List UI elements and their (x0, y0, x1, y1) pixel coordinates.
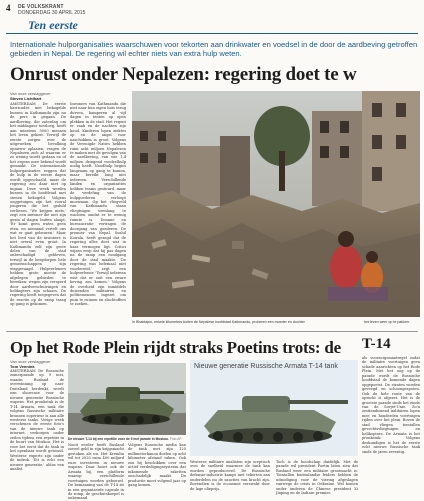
issue-date: DONDERDAG 30 APRIL 2015 (18, 10, 86, 16)
tank-photo-credit: Foto AP (169, 437, 182, 441)
right-column: als voorzorgsmaatregel zodat de militaire voertuigen geen schade aanrichten op het Rode Plein. Met het oog op de parade wordt de Russische hoofdstad de komende dagen opgepoetst. De straten worden geveegd en schoongespoten. Ook de hele route van de optocht is afgezet. Het is de grootste parade sinds het einde van de Sovjet-Unie. Zo'n zestienduizend militairen lopen mee en honderden voertuigen rijden over het plein. Boven de stad vliegen tientallen gevechtsvliegtuigen en helikopters. De Armata is het pronkstuk. Volgens deskundigen is het de eerste echt nieuwe Russische tank sinds de jaren zeventig. (362, 356, 420, 454)
earthquake-photo (132, 91, 420, 317)
byline-2 (10, 359, 64, 369)
intro-text: Internationale hulporganisaties waarschuwen voor tekorten aan drinkwater en voedsel in de door de aardbeving getroffen gebieden in Nepal. De regering wil echter niets van extra hulp weten. (10, 40, 418, 59)
tank-photo (68, 363, 186, 435)
tank-photo-caption-text: De nieuwe T-14 bij een repetitie voor de 9 mei parade in Moskou. (68, 437, 169, 441)
headline-2: Op het Rode Plein rijdt straks Poetins trots: de (10, 338, 342, 357)
byline-name: Steven Lichthart (10, 96, 42, 101)
article2-column-2: Nooit eerder heeft Rusland zoveel geld in zijn krijgsmacht gestoken als nu. Het Kremlin wil tot 2020 ruim 400 miljard euro investeren in nieuwe wapens. Daar hoort ook de Armata bij, een platform waarop verschillende voertuigen worden gebouwd. De bemanning van de T-14 zit in een gepantserde capsule in de romp, de geschutskoepel is onbemand. (68, 443, 124, 501)
article-column-1: AMSTERDAM De eerste barricades met bekogelde bussen in Kathmandu zijn nu de pers in gegaan. De aardbeving, die zaterdag om het middaguur toesloeg, heeft aan minstens 5000 mensen het leven gekost. Terwijl de eerste zorgen over de uitgeweken bevolking opnieuw oplaaien, vragen de Nepalezen zich af waarom er zo weinig wordt gedaan en of het ergens mee bekend wordt gemaakt. De internationale hulporganisaties zeggen dat de hulp in de eerste dagen wordt opgeschaald, maar de regering zou daar niet op ingaan. Deze week werden bussen in de hoofdstad met stenen bekogeld. Volgens ooggetuigen zijn het vooral jongeren die het geduld verliezen. 'We krijgen niets,' zegt een inwoner die met zijn gezin al dagen buiten slaapt. 'Er komt geen water, geen eten, en niemand vertelt ons wat er gaat gebeuren.' Maar het leed van de inwoners is niet overal even groot. In Kathmandu zelf zijn grote delen van de stad onbeschadigd gebleven, terwijl in de bergdorpen hele gemeenschappen zijn weggevaagd. Hulpverleners hebben grote moeite de afgelegen gebieden te bereiken: wegen zijn versperd door aardverschuivingen en helikopters zijn schaars. De regering heeft toegegeven dat de reactie op de ramp traag op gang is gekomen. (10, 102, 66, 307)
byline (10, 91, 64, 101)
article2-column-1: AMSTERDAM De Russische zomerparade op 9 mei, waarin Rusland de overwinning op nazi-Duitsland herdenkt, wordt een showcase voor de nieuwe generatie Russische wapens. Het pronkstuk is de T-14 Armata, een tank die volgens Russische militaire bronnen superieur is aan alle westerse tanks. Vorige week verschenen de eerste foto's van de nieuwe tank op internet, verborgen onder zeilen tijdens een repetitie in de buurt van Moskou. Het is voor het eerst dat de tank in het openbaar wordt getoond. Westerse experts zijn onder de indruk. 'Dit is echt een nieuwe generatie,' aldus een analist. (10, 369, 64, 471)
article2-column-3: Volgens Russische media kan de tank met zijn 125 millimeterkanon doelen op acht kilometer afstand raken. Ook zou hij beschikken over een actief verdedigingssysteem dat inkomende raketten onschadelijk maakt. De productie moet volgend jaar op gang komen. (128, 443, 186, 488)
byline-label: Van onze verslaggever (10, 91, 51, 96)
byline-2-label: Van onze verslaggever (10, 359, 51, 364)
article-column-2: Inwoners van Kathmandu die niet naar hun eigen huis terug durven, kamperen al vijf dagen in tenten op open plekken in de stad. Het regent er vaak en de nachten zijn koud. Kinderen lopen ziektes op en de angst voor naschokken is groot. Volgens de Verenigde Naties hebben ruim acht miljoen Nepalezen te maken met de gevolgen van de aardbeving, van wie 1,4 miljoen dringend voedselhulp nodig heeft. Noodhulp begint langzaam op gang te komen, maar bereikt lang niet iedereen. Verschillende landen en organisaties hebben teams gestuurd, maar de verdeling van de hulpgoederen verloopt moeizaam. Op het vliegveld van Kathmandu staan vliegtuigen urenlang te wachten omdat er te weinig ruimte is. Douane en bureaucratie vertragen de doorgang van goederen. De premier van Nepal, Sushil Koirala, heeft gezegd dat de regering alles doet wat in haar vermogen ligt. Critici wijzen erop dat hij pas dagen na de ramp een rondgang door de stad maakte. 'De regering was helemaal niet voorbereid,' zegt een hulpverlener. 'Terwijl iedereen wist dat er ooit een zware beving zou komen.' Volgens de overheid zijn inmiddels duizenden militairen en politiemensen ingezet om puin te ruimen en slachtoffers te zoeken. (70, 102, 126, 307)
byline-2-name: Tom Vennink (10, 364, 35, 369)
tank-photo-caption (68, 437, 186, 441)
article2-column-4: Westerse militaire analisten zijn sceptisch over de snelheid waarmee de tank kan worden geproduceerd. De Russische defensie-industrie kampt met tekorten aan onderdelen nu de sancties van kracht zijn. Bovendien is de economie verzwakt door de lage olieprijs. (190, 460, 270, 491)
headline: Onrust onder Nepalezen: regering doet te w (10, 64, 357, 85)
photo-caption: In Bhaktapur, enkele kilometers buiten de Nepalese hoofdstad Kathmandu, proberen een moeder en dochter (132, 320, 305, 324)
paper-name: DE VOLKSKRANT (18, 4, 64, 10)
article-divider (6, 331, 418, 332)
armata-diagram (196, 378, 352, 452)
section-rule (6, 33, 418, 34)
page-header (6, 3, 418, 15)
page-number: 4 (6, 3, 11, 13)
armata-infographic (190, 360, 358, 456)
photo-caption-right: het leven weer op te pakken. (364, 320, 410, 324)
section-title: Ten eerste (28, 18, 78, 32)
headline-2-right: T-14 (362, 336, 391, 352)
article2-column-5: Toch is de boodschap duidelijk. Met de parade wil president Poetin laten zien dat Rusland weer een militaire grootmacht is. Tientallen buitenlandse leiders hebben de uitnodiging voor de viering afgeslagen vanwege de crisis in Oekraïne. Wel komen onder anderen de Chinese president Xi Jinping en de Indiase premier. (276, 460, 358, 496)
infographic-title: Nieuwe generatie Russische Armata T-14 tank (194, 363, 338, 370)
